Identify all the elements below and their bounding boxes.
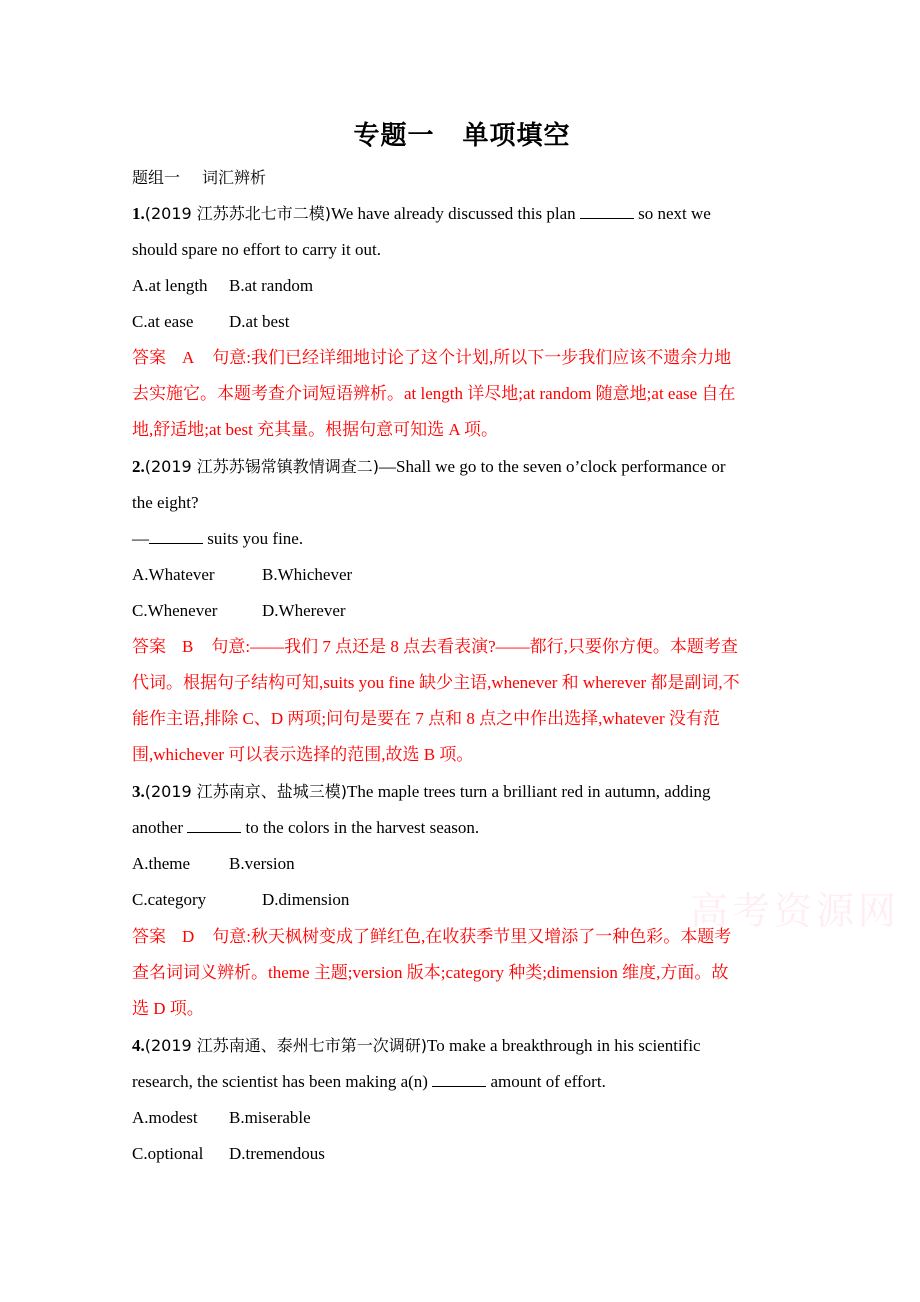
group-topic: 词汇辨析 <box>202 168 267 187</box>
question-1-stem-line-1: 1.(2019 江苏苏北七市二模)We have already discussed this plan so next we <box>132 204 711 223</box>
option-b: B.miserable <box>229 1108 311 1127</box>
option-b: B.at random <box>229 276 314 295</box>
question-1-options-ab <box>132 274 313 298</box>
answer-label: 答案 <box>132 637 166 656</box>
question-2-answer-line-3: 能作主语,排除 C、D 两项;问句是要在 7 点和 8 点之中作出选择,whatever 没有范 <box>132 709 720 728</box>
question-4-options-cd <box>132 1142 325 1166</box>
question-2-answer-line-1: 答案 B 句意:——我们 7 点还是 8 点去看表演?——都行,只要你方便。本题考查 <box>132 635 738 659</box>
option-c: C.category <box>132 890 207 909</box>
title-part-2: 单项填空 <box>462 121 571 151</box>
question-1-source: 1.(2019 江苏苏北七市二模) <box>132 204 332 223</box>
question-2-source: 2.(2019 江苏苏锡常镇教情调查二) <box>132 457 380 476</box>
question-2-options-cd <box>132 599 346 623</box>
question-3-stem-line-2: another to the colors in the harvest season. <box>132 818 480 837</box>
question-4-source: 4.(2019 江苏南通、泰州七市第一次调研) <box>132 1036 428 1055</box>
option-b: B.Whichever <box>262 565 353 584</box>
option-a: A.modest <box>132 1108 198 1127</box>
option-d: D.dimension <box>262 890 350 909</box>
answer-blank <box>149 527 203 544</box>
question-3-options-cd <box>132 888 349 912</box>
option-d: D.at best <box>229 312 290 331</box>
question-3-answer-line-3: 选 D 项。 <box>132 999 204 1018</box>
group-label: 题组一 <box>132 168 181 187</box>
answer-blank <box>432 1070 486 1087</box>
question-2-stem-line-3: — suits you fine. <box>132 529 304 548</box>
question-2-stem-line-2: the eight? <box>132 493 199 512</box>
question-1-answer-line-1: 答案 A 句意:我们已经详细地讨论了这个计划,所以下一步我们应该不遗余力地 <box>132 346 731 370</box>
option-a: A.Whatever <box>132 565 215 584</box>
option-d: D.Wherever <box>262 601 346 620</box>
question-1-stem-line-2: should spare no effort to carry it out. <box>132 240 381 259</box>
title-part-1: 专题一 <box>353 121 435 151</box>
question-3-answer-line-2: 查名词词义辨析。theme 主题;version 版本;category 种类;dimension 维度,方面。故 <box>132 963 729 982</box>
question-2-options-ab <box>132 563 352 587</box>
question-2-stem-line-1: 2.(2019 江苏苏锡常镇教情调查二)—Shall we go to the seven o’clock performance or <box>132 457 726 476</box>
option-d: D.tremendous <box>229 1144 325 1163</box>
answer-choice: B <box>182 637 194 656</box>
question-1-answer-line-2: 去实施它。本题考查介词短语辨析。at length 详尽地;at random 随意地;at ease 自在 <box>132 384 736 403</box>
question-3-answer-line-1: 答案 D 句意:秋天枫树变成了鲜红色,在收获季节里又增添了一种色彩。本题考 <box>132 925 731 949</box>
page-title <box>132 116 792 156</box>
question-1-options-cd <box>132 310 289 334</box>
option-c: C.optional <box>132 1144 204 1163</box>
question-2-answer-line-2: 代词。根据句子结构可知,suits you fine 缺少主语,whenever 和 wherever 都是副词,不 <box>132 673 740 692</box>
option-b: B.version <box>229 854 295 873</box>
answer-choice: A <box>182 348 195 367</box>
answer-blank <box>187 816 241 833</box>
option-a: A.at length <box>132 276 208 295</box>
answer-label: 答案 <box>132 348 166 367</box>
answer-choice: D <box>182 927 195 946</box>
question-2-answer-line-4: 围,whichever 可以表示选择的范围,故选 B 项。 <box>132 745 474 764</box>
question-4-stem-line-1: 4.(2019 江苏南通、泰州七市第一次调研)To make a breakthrough in his scientific <box>132 1036 701 1055</box>
option-a: A.theme <box>132 854 191 873</box>
option-c: C.Whenever <box>132 601 218 620</box>
option-c: C.at ease <box>132 312 194 331</box>
watermark: 高考资源网 <box>690 889 901 933</box>
question-3-stem-line-1: 3.(2019 江苏南京、盐城三模)The maple trees turn a brilliant red in autumn, adding <box>132 782 711 801</box>
answer-blank <box>580 202 634 219</box>
answer-label: 答案 <box>132 927 166 946</box>
question-1-answer-line-3: 地,舒适地;at best 充其量。根据句意可知选 A 项。 <box>132 420 498 439</box>
question-4-stem-line-2: research, the scientist has been making a(n) amount of effort. <box>132 1072 606 1091</box>
question-3-source: 3.(2019 江苏南京、盐城三模) <box>132 782 348 801</box>
question-3-options-ab <box>132 852 295 876</box>
group-heading <box>132 166 266 190</box>
question-4-options-ab <box>132 1106 311 1130</box>
